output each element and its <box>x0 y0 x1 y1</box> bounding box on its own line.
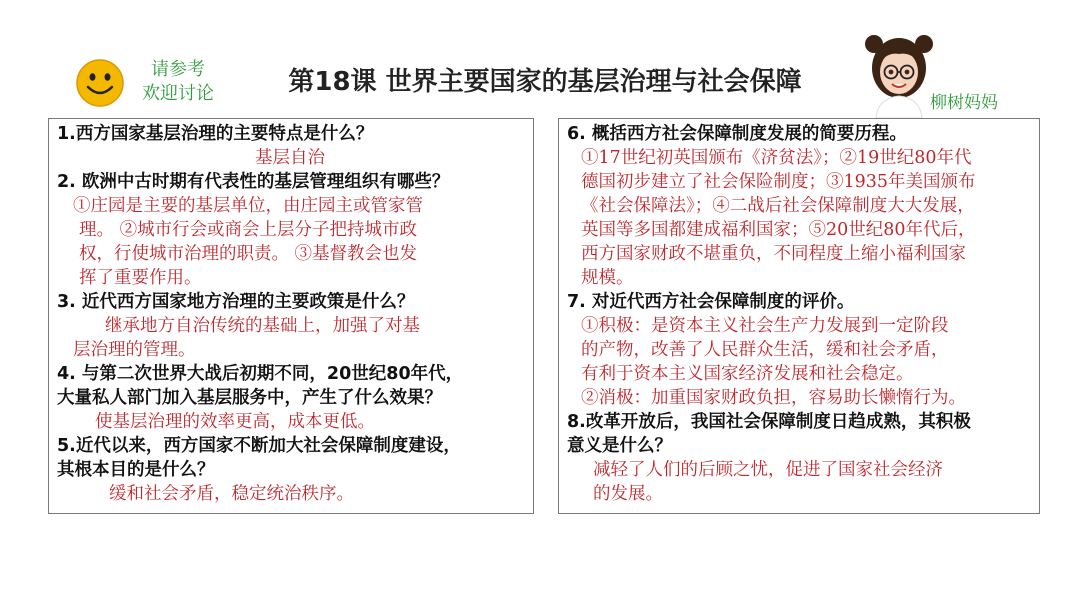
answer-6-line: 德国初步建立了社会保险制度；③1935年美国颁布 <box>581 172 976 192</box>
question-1: 1.西方国家基层治理的主要特点是什么？ <box>57 124 374 144</box>
question-5-line: 5.近代以来，西方国家不断加大社会保障制度建设， <box>57 436 461 456</box>
answer-6-line: 规模。 <box>581 268 634 288</box>
answer-8-line: 的发展。 <box>593 484 663 504</box>
answer-7-line: ②消极：加重国家财政负担，容易助长懒惰行为。 <box>581 388 966 408</box>
question-6: 6. 概括西方社会保障制度发展的简要历程。 <box>567 124 907 144</box>
answer-3-line: 层治理的管理。 <box>73 340 196 360</box>
question-4-line: 大量私人部门加入基层服务中，产生了什么效果？ <box>57 388 442 408</box>
answer-2-line: 权，行使城市治理的职责。 ③基督教会也发 <box>79 244 418 264</box>
answer-5: 缓和社会矛盾，稳定统治秩序。 <box>109 484 354 504</box>
answer-7-line: 有利于资本主义国家经济发展和社会稳定。 <box>581 364 914 384</box>
answer-3-line: 继承地方自治传统的基础上，加强了对基 <box>105 316 420 336</box>
answer-6-line: ①17世纪初英国颁布《济贫法》；②19世纪80年代 <box>581 148 972 168</box>
question-7: 7. 对近代西方社会保障制度的评价。 <box>567 292 855 312</box>
answer-6-line: 英国等多国都建成福利国家；⑤20世纪80年代后， <box>581 220 976 240</box>
left-qa-panel <box>48 118 534 514</box>
answer-8-line: 减轻了人们的后顾之忧，促进了国家社会经济 <box>593 460 943 480</box>
smiley-face-icon <box>75 58 125 108</box>
answer-1: 基层自治 <box>255 148 325 168</box>
question-8-line: 8.改革开放后，我国社会保障制度日趋成熟，其积极 <box>567 412 971 432</box>
question-5-line: 其根本目的是什么？ <box>57 460 215 480</box>
answer-2-line: 挥了重要作用。 <box>79 268 202 288</box>
discuss-line-1: 请参考 <box>151 59 205 80</box>
author-name: 柳树妈妈 <box>930 93 998 113</box>
answer-6-line: 《社会保障法》；④二战后社会保障制度大大发展， <box>581 196 975 216</box>
page-title: 第18课 世界主要国家的基层治理与社会保障 <box>288 67 802 97</box>
question-2: 2. 欧洲中古时期有代表性的基层管理组织有哪些？ <box>57 172 450 192</box>
answer-7-line: ①积极：是资本主义社会生产力发展到一定阶段 <box>581 316 949 336</box>
question-3: 3. 近代西方国家地方治理的主要政策是什么？ <box>57 292 415 312</box>
answer-2-line: ①庄园是主要的基层单位，由庄园主或管家管 <box>73 196 423 216</box>
answer-4: 使基层治理的效率更高，成本更低。 <box>95 412 375 432</box>
answer-7-line: 的产物，改善了人民群众生活，缓和社会矛盾， <box>581 340 949 360</box>
answer-6-line: 西方国家财政不堪重负，不同程度上缩小福利国家 <box>581 244 966 264</box>
discuss-note <box>133 58 223 106</box>
question-8-line: 意义是什么？ <box>567 436 672 456</box>
discuss-line-2: 欢迎讨论 <box>142 83 214 104</box>
question-4-line: 4. 与第二次世界大战后初期不同，20世纪80年代， <box>57 364 464 384</box>
right-qa-panel <box>558 118 1040 514</box>
cartoon-girl-avatar <box>862 32 936 118</box>
answer-2-line: 理。 ②城市行会或商会上层分子把持城市政 <box>79 220 418 240</box>
